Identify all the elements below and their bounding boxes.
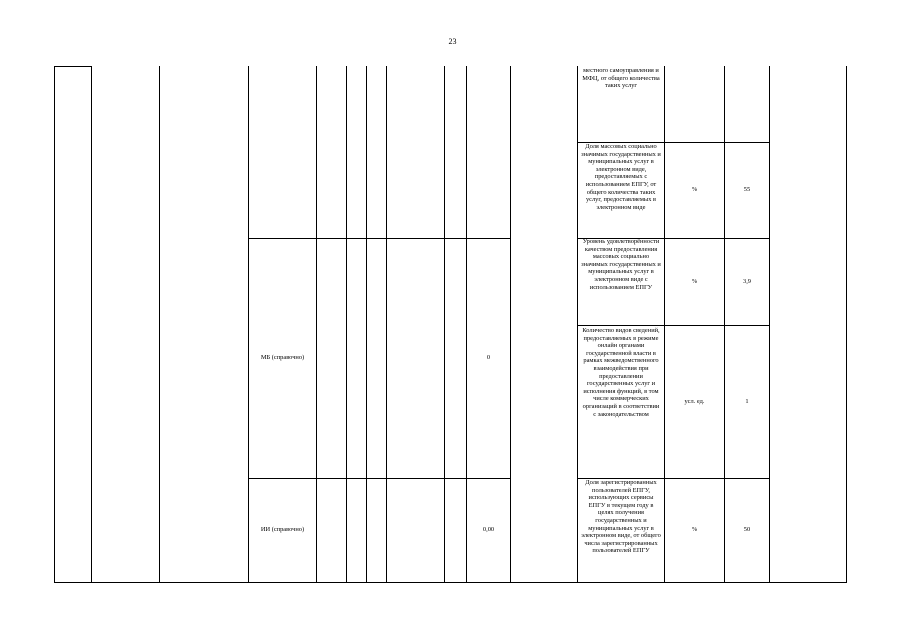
table-border-right — [846, 66, 847, 582]
column-divider — [510, 66, 511, 582]
funding-amount: 0,00 — [482, 526, 495, 534]
column-divider — [769, 66, 770, 582]
indicator-cell: местного самоуправления и МФЦ, от общего количества таких услуг — [582, 67, 660, 90]
page-number: 23 — [448, 37, 457, 46]
funding-source-label: МБ (справочно) — [260, 354, 305, 362]
column-divider — [444, 66, 445, 582]
funding-source-label: ИИ (справочно) — [260, 526, 305, 534]
unit-cell: % — [691, 526, 698, 534]
indicator-cell: Доля массовых социально значимых государственных и муниципальных услуг в электронном виде, предоставляемых с использованием ЕПГУ, от общего количества таких услуг, предоставляемых в электронном виде — [581, 143, 661, 211]
column-divider — [386, 66, 387, 582]
unit-cell: % — [691, 277, 698, 285]
unit-cell: % — [691, 186, 698, 194]
indicator-cell: Количество видов сведений, предоставляемых в режиме онлайн органами государственной власти в рамках межведомственного взаимодействия при предоставлении государственных услуг и исполнения функций, в том числе коммерческих организаций в соответствии с законодательством — [582, 327, 660, 418]
table-border-left — [54, 66, 55, 582]
indicator-cell: Доля зарегистрированных пользователей ЕПГУ, использующих сервисы ЕПГУ в текущем году в целях получения государственных и муниципальных услуг в электронном виде, от общего числа зарегистрированных пользователей ЕПГУ — [581, 479, 661, 555]
table-border-bottom — [54, 582, 847, 583]
column-divider — [316, 66, 317, 582]
column-divider — [577, 66, 578, 582]
column-divider — [366, 66, 367, 582]
value-cell: 55 — [743, 186, 751, 194]
column-divider — [159, 66, 160, 582]
value-cell: 3,9 — [743, 277, 751, 285]
value-cell: 50 — [743, 526, 751, 534]
table-border-top — [54, 66, 92, 67]
indicator-cell: Уровень удовлетворённости качеством предоставления массовых социально значимых государственных и муниципальных услуг в электронном виде с использованием ЕПГУ — [581, 238, 661, 291]
funding-amount: 0 — [486, 354, 491, 362]
value-cell: 1 — [745, 397, 749, 405]
column-divider — [346, 66, 347, 582]
column-divider — [91, 66, 92, 582]
unit-cell: усл. ед. — [684, 397, 705, 405]
